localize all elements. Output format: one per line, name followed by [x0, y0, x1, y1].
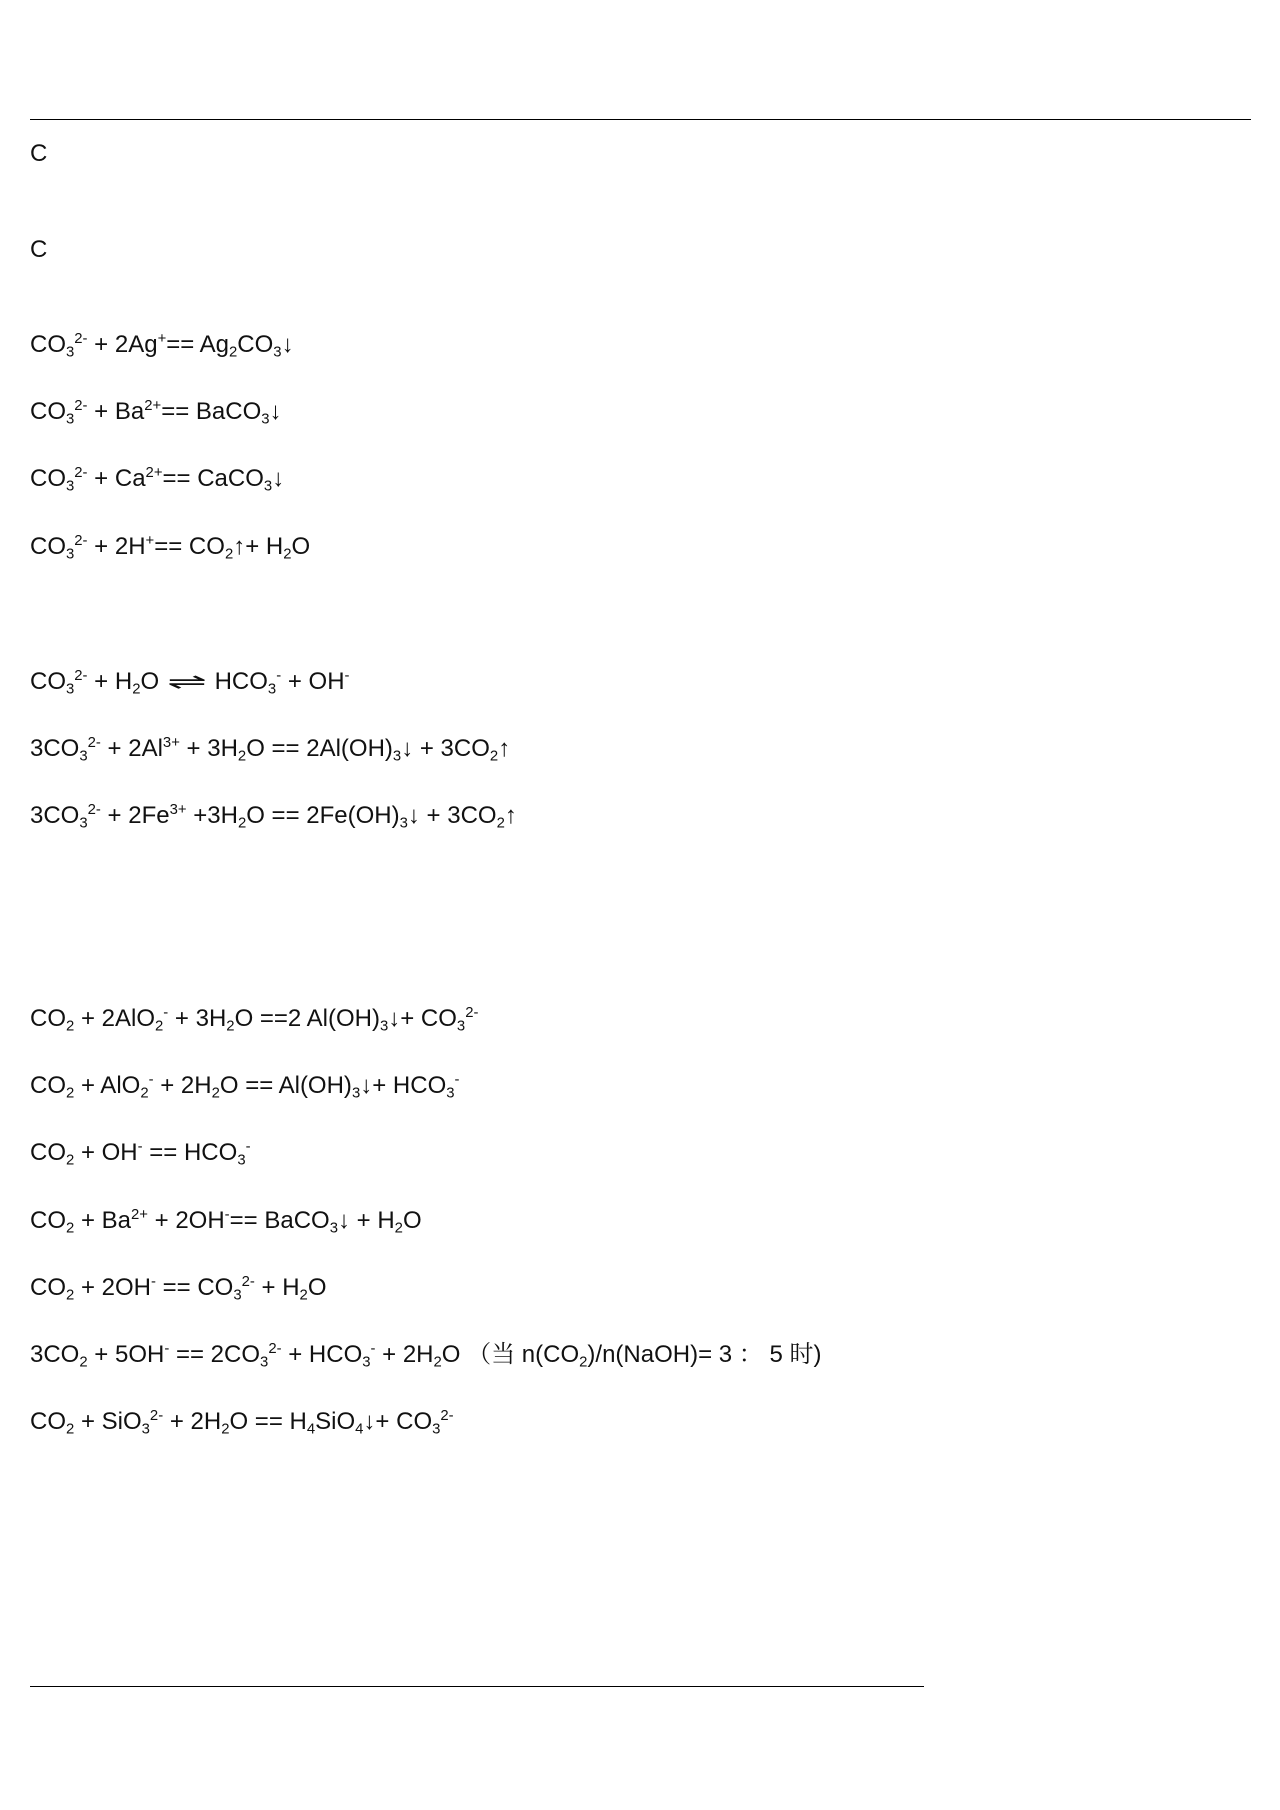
formula-text: + OH	[74, 1139, 138, 1166]
subscript: 3	[261, 411, 270, 428]
answer-line: C	[30, 236, 48, 263]
superscript: 2-	[149, 1408, 164, 1425]
formula-text: CO	[30, 1139, 66, 1166]
formula-text: ↓ + H	[337, 1207, 395, 1234]
formula-text: + 2AlO	[74, 1005, 155, 1032]
formula-text: + OH	[281, 668, 345, 695]
subscript: 2	[66, 1152, 75, 1169]
formula-text: O == H	[229, 1408, 307, 1435]
subscript: 3	[273, 344, 282, 361]
superscript: 3+	[169, 802, 187, 819]
superscript: +	[157, 331, 167, 348]
superscript: 2+	[131, 1207, 148, 1224]
superscript: -	[148, 1072, 154, 1089]
superscript: 2-	[87, 802, 101, 819]
formula-text: O == 2Al(OH)	[246, 735, 393, 762]
formula-text: ↑	[498, 735, 511, 762]
formula-text: CO	[30, 398, 66, 425]
formula-text: CO	[30, 1274, 66, 1301]
subscript: 2	[226, 1018, 235, 1035]
formula-text: ↓ + 3CO	[401, 735, 490, 762]
superscript: -	[276, 668, 282, 685]
formula-text: + AlO	[74, 1072, 141, 1099]
formula-text: + 2H	[87, 533, 146, 560]
formula-text: == HCO	[142, 1139, 238, 1166]
subscript: 2	[211, 1085, 220, 1102]
equation-line	[30, 533, 310, 561]
formula-text: O ==2 Al(OH)	[234, 1005, 380, 1032]
formula-text: == CO	[155, 1274, 234, 1301]
formula-text: ↓	[281, 331, 294, 358]
subscript: 2	[433, 1354, 442, 1371]
formula-text: + 5OH	[87, 1341, 165, 1368]
subscript: 2	[221, 1421, 230, 1438]
subscript: 2	[299, 1287, 308, 1304]
formula-text: 3CO	[30, 802, 80, 829]
superscript: +	[145, 533, 155, 550]
formula-text: O （当 n(CO	[441, 1341, 580, 1368]
formula-text: ↓+ HCO	[360, 1072, 447, 1099]
subscript: 3	[379, 1018, 389, 1035]
subscript: 3	[351, 1085, 361, 1102]
equation-line	[30, 465, 284, 493]
formula-text: CO	[237, 331, 274, 358]
formula-text: + 2OH	[147, 1207, 225, 1234]
formula-text: 3CO	[30, 1341, 80, 1368]
subscript: 3	[392, 748, 402, 765]
formula-text: == BaCO	[229, 1207, 330, 1234]
formula-text: + 2Fe	[100, 802, 170, 829]
superscript: -	[370, 1341, 376, 1358]
formula-text: + Ba	[87, 398, 145, 425]
superscript: -	[344, 668, 350, 685]
formula-text: ↑	[504, 802, 517, 829]
equation-line	[30, 735, 510, 763]
formula-text: O	[307, 1274, 327, 1301]
superscript: 2-	[74, 465, 88, 482]
subscript: 3	[79, 815, 88, 832]
subscript: 2	[496, 815, 505, 832]
subscript: 3	[66, 546, 75, 563]
subscript: 2	[66, 1018, 75, 1035]
formula-text: CO	[30, 331, 66, 358]
formula-text: + 2Ag	[87, 331, 158, 358]
subscript: 2	[489, 748, 499, 765]
superscript: 2-	[74, 533, 88, 550]
subscript: 2	[66, 1287, 75, 1304]
equation-line	[30, 1207, 422, 1235]
formula-text: HCO	[207, 668, 268, 695]
subscript: 2	[140, 1085, 149, 1102]
formula-text: + H	[254, 1274, 300, 1301]
formula-text: +3H	[186, 802, 238, 829]
subscript: 2	[229, 344, 238, 361]
formula-text: )/n(NaOH)= 3 ： 5 时)	[587, 1341, 822, 1368]
formula-text: + 2H	[375, 1341, 434, 1368]
formula-text: ↓+ CO	[388, 1005, 457, 1032]
footer-rule	[30, 1686, 924, 1687]
superscript: 3+	[162, 735, 180, 752]
equation-line	[30, 668, 350, 696]
subscript: 2	[237, 748, 247, 765]
formula-text: == BaCO	[161, 398, 262, 425]
subscript: 2	[283, 546, 292, 563]
subscript: 3	[456, 1018, 466, 1035]
formula-text: == 2CO	[169, 1341, 261, 1368]
formula-text: CO	[30, 668, 66, 695]
superscript: -	[150, 1274, 156, 1291]
equation-line	[30, 1005, 478, 1033]
subscript: 3	[267, 681, 277, 698]
superscript: 2-	[268, 1341, 282, 1358]
formula-text: O == Al(OH)	[219, 1072, 352, 1099]
equation-line	[30, 1072, 459, 1100]
superscript: -	[137, 1139, 143, 1156]
formula-text: + 3H	[179, 735, 238, 762]
subscript: 3	[399, 815, 408, 832]
formula-text: + H	[87, 668, 133, 695]
equation-line	[30, 331, 294, 359]
subscript: 2	[66, 1421, 75, 1438]
superscript: 2+	[145, 465, 163, 482]
formula-text: == CO	[154, 533, 225, 560]
subscript: 3	[263, 478, 273, 495]
subscript: 3	[446, 1085, 455, 1102]
superscript: 2-	[440, 1408, 454, 1425]
formula-text: CO	[30, 533, 66, 560]
subscript: 2	[394, 1220, 403, 1237]
formula-text: 3CO	[30, 735, 80, 762]
formula-text: + 2H	[163, 1408, 222, 1435]
superscript: 2-	[241, 1274, 255, 1291]
superscript: -	[245, 1139, 251, 1156]
superscript: -	[454, 1072, 460, 1089]
formula-text: == CaCO	[162, 465, 264, 492]
header-rule	[30, 119, 1251, 120]
subscript: 2	[79, 1354, 88, 1371]
subscript: 3	[66, 411, 75, 428]
formula-text: O	[402, 1207, 422, 1234]
formula-text: + SiO	[74, 1408, 142, 1435]
formula-text: + HCO	[281, 1341, 363, 1368]
formula-text: + Ba	[74, 1207, 131, 1234]
formula-text: CO	[30, 1005, 66, 1032]
formula-text: == Ag	[166, 331, 229, 358]
equation-line	[30, 1408, 454, 1436]
equilibrium-arrow-icon: ⇌	[166, 670, 207, 695]
formula-text: + 2H	[153, 1072, 212, 1099]
subscript: 3	[362, 1354, 371, 1371]
subscript: 3	[260, 1354, 269, 1371]
formula-text: CO	[30, 1072, 66, 1099]
superscript: 2-	[74, 331, 88, 348]
formula-text: ↓+ CO	[363, 1408, 433, 1435]
subscript: 3	[66, 344, 75, 361]
subscript: 2	[155, 1018, 164, 1035]
equation-line	[30, 1139, 251, 1167]
formula-text: + 2Al	[100, 735, 163, 762]
formula-text: SiO	[315, 1408, 356, 1435]
formula-text: O	[140, 668, 166, 695]
formula-text: + Ca	[87, 465, 146, 492]
formula-text: ↓ + 3CO	[407, 802, 497, 829]
subscript: 3	[329, 1220, 338, 1237]
formula-text: CO	[30, 1408, 66, 1435]
subscript: 2	[579, 1354, 588, 1371]
formula-text: CO	[30, 1207, 66, 1234]
equation-line	[30, 802, 517, 830]
superscript: 2-	[87, 735, 101, 752]
subscript: 3	[237, 1152, 246, 1169]
equation-line	[30, 1341, 821, 1369]
superscript: 2-	[465, 1005, 479, 1022]
superscript: -	[224, 1207, 230, 1224]
superscript: 2-	[74, 398, 88, 415]
formula-text: ↑+ H	[233, 533, 284, 560]
subscript: 2	[237, 815, 247, 832]
answer-line: C	[30, 140, 48, 167]
subscript: 3	[79, 748, 88, 765]
subscript: 4	[355, 1421, 364, 1438]
formula-text: CO	[30, 465, 66, 492]
subscript: 3	[66, 478, 75, 495]
subscript: 2	[66, 1085, 75, 1102]
superscript: 2+	[144, 398, 162, 415]
subscript: 2	[132, 681, 141, 698]
subscript: 4	[306, 1421, 316, 1438]
formula-text: O == 2Fe(OH)	[246, 802, 400, 829]
subscript: 3	[141, 1421, 150, 1438]
subscript: 3	[66, 681, 75, 698]
subscript: 2	[224, 546, 234, 563]
subscript: 3	[233, 1287, 242, 1304]
equation-line	[30, 398, 282, 426]
superscript: -	[163, 1005, 169, 1022]
superscript: 2-	[74, 668, 88, 685]
formula-text: + 3H	[168, 1005, 227, 1032]
equation-line	[30, 1274, 326, 1302]
formula-text: O	[291, 533, 311, 560]
formula-text: + 2OH	[74, 1274, 151, 1301]
formula-text: ↓	[269, 398, 282, 425]
formula-text: ↓	[272, 465, 285, 492]
subscript: 2	[66, 1220, 75, 1237]
subscript: 3	[432, 1421, 441, 1438]
superscript: -	[164, 1341, 170, 1358]
